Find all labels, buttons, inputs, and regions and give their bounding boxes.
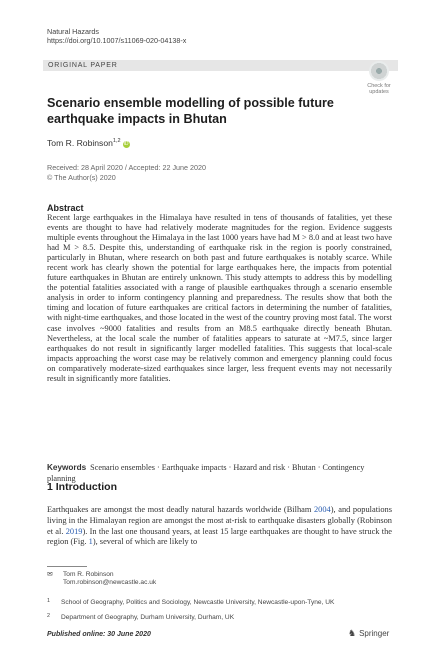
affiliation-text: Department of Geography, Durham University, Durham, UK: [61, 614, 235, 621]
springer-horse-icon: ♞: [348, 628, 357, 638]
badge-line1: Check for: [367, 83, 391, 89]
envelope-icon: ✉: [47, 571, 53, 578]
published-online: Published online: 30 June 2020: [47, 631, 151, 638]
copyright: © The Author(s) 2020: [47, 173, 116, 182]
affiliation-number: 2: [47, 613, 50, 619]
intro-part4: ), several of which are likely to: [92, 537, 198, 547]
author-name: Tom R. Robinson: [47, 138, 113, 148]
correspondence: [47, 571, 156, 587]
correspondence-email[interactable]: Tom.robinson@newcastle.ac.uk: [63, 579, 157, 586]
intro-part2: ), and populations living in the Himalayan region are amongst the most at-risk to earthquake disasters globally (Robinson et al.: [47, 505, 392, 536]
crossmark-icon: [369, 61, 389, 81]
article-type-banner: ORIGINAL PAPER: [43, 60, 398, 71]
article-dates: [47, 163, 206, 183]
figure-link-1[interactable]: 1: [88, 537, 93, 547]
keywords-text: Scenario ensembles · Earthquake impacts · Hazard and risk · Bhutan · Contingency planning: [47, 463, 365, 483]
citation-link-bilham[interactable]: 2004: [313, 505, 331, 514]
paper-title: Scenario ensemble modelling of possible future earthquake impacts in Bhutan: [47, 96, 334, 126]
introduction-text: [47, 505, 392, 548]
journal-header: [47, 27, 186, 45]
publisher-logo[interactable]: [348, 628, 389, 639]
journal-name: Natural Hazards: [47, 27, 99, 36]
introduction-heading: 1 Introduction: [47, 481, 117, 493]
affiliation-2: [47, 612, 234, 622]
check-for-updates-badge[interactable]: [364, 61, 394, 95]
affiliation-text: School of Geography, Politics and Sociology, Newcastle University, Newcastle-upon-Tyne, UK: [61, 599, 335, 606]
abstract-text: Recent large earthquakes in the Himalaya have resulted in tens of thousands of fatalities, yet these events are thought to have had relatively moderate magnitudes for the region. Evidence suggests multiple events throughout the Himalaya in the last 1000 years have had M > 8.0 and at least two have had M > 8.5. Despite this, understanding of earthquake risk in the region is poorly constrained, particularly in Bhutan, where research on both past and future earthquakes is notably scarce. While recent work has clearly shown the potential for large earthquakes here, the impacts from potential future earthquakes in Bhutan are entirely unknown. This study attempts to address this by modelling the potential fatalities associated with a range of plausible earthquakes through a scenario ensemble analysis in order to inform contingency planning and preparedness. The results show that both the timing and location of future earthquakes are critical factors in determining the number of fatalities, with night-time earthquakes, and those located in the west of the country proving most fatal. The worst case involves ~9000 fatalities and results from an M8.5 earthquake directly beneath Bhutan. Nevertheless, at the local scale the number of fatalities appears to saturate at ~M7.5, since larger earthquakes do not result in significantly larger modelled fatalities. This suggests that local-scale impacts approaching the worst case may be relatively common and emergency planning could focus on comparatively moderate-sized earthquakes since larger, less frequent events may not necessarily result in significantly more fatalities.: [47, 213, 392, 383]
affiliation-number: 1: [47, 598, 50, 604]
badge-line2: updates: [369, 89, 389, 95]
keywords-label: Keywords: [47, 463, 87, 472]
citation-link-robinson[interactable]: 2019: [65, 526, 83, 536]
received-accepted: Received: 28 April 2020 / Accepted: 22 June 2020: [47, 163, 207, 172]
footnote-divider: [47, 566, 87, 567]
correspondence-name: Tom R. Robinson: [63, 571, 114, 578]
orcid-icon[interactable]: iD: [123, 141, 129, 147]
author-affil-sup: 1,2: [112, 138, 121, 145]
publisher-name: Springer: [359, 629, 390, 638]
affiliation-1: [47, 597, 334, 607]
abstract-heading: Abstract: [47, 203, 84, 213]
intro-part1: Earthquakes are amongst the most deadly natural hazards worldwide (Bilham: [47, 505, 314, 514]
author-line: [47, 138, 130, 148]
doi-link[interactable]: https://doi.org/10.1007/s11069-020-04138-x: [47, 36, 187, 45]
intro-part3: ). In the last one thousand years, at least 15 large earthquakes are thought to have struck the region (Fig.: [47, 526, 392, 547]
